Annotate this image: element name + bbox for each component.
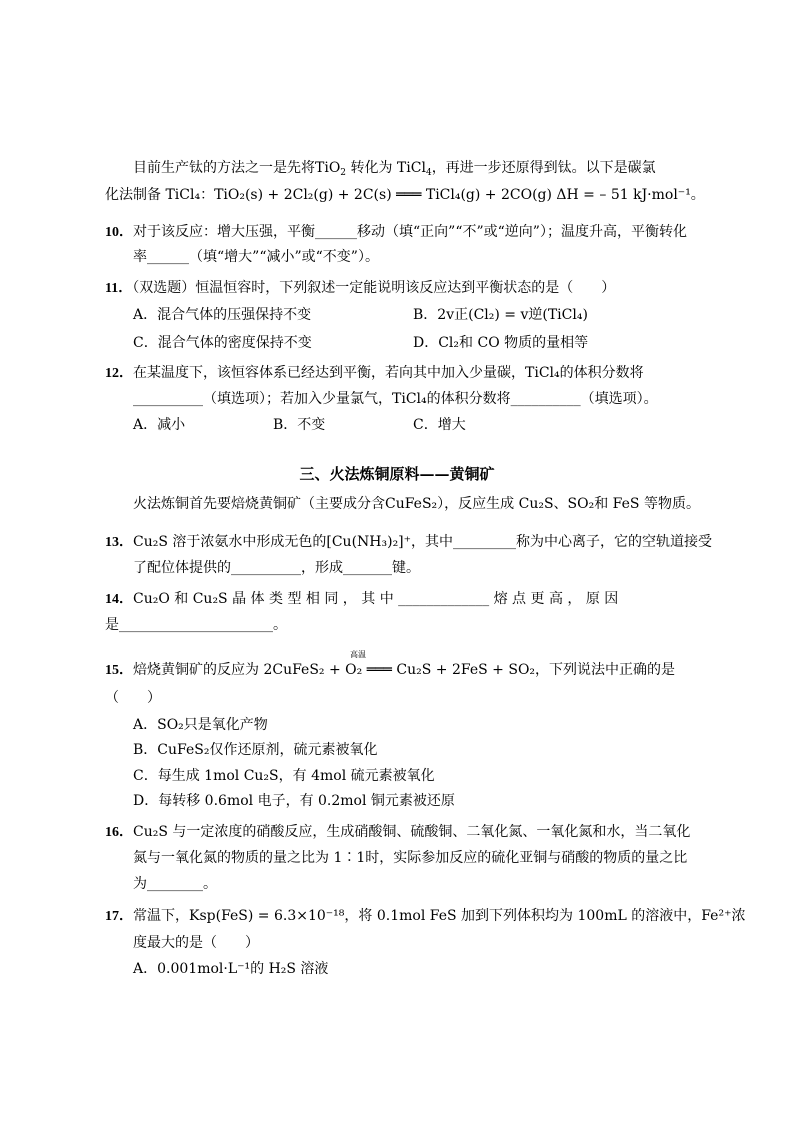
question-number: 16． <box>105 825 133 840</box>
question-16-line-1 <box>105 822 690 843</box>
section-heading: 三、火法炼铜原料——黄铜矿 <box>299 465 495 483</box>
section-intro: 火法炼铜首先要焙烧黄铜矿（主要成分含CuFeS₂），反应生成 Cu₂S、SO₂和 FeS 等物质。 <box>133 496 700 512</box>
question-number: 14． <box>105 592 133 607</box>
intro-line-1: 目前生产钛的方法之一是先将TiO$_2$ 转化为 TiCl$_4$，再进一步还原得到钛。以下是碳氯 <box>133 160 656 178</box>
option-11-c: C．混合气体的密度保持不变 <box>133 335 312 351</box>
question-text: Cu₂S 与一定浓度的硝酸反应，生成硝酸铜、硫酸铜、二氧化氮、一氧化氮和水，当二氧化 <box>133 824 691 840</box>
option-17-a: A．0.001mol·L⁻¹的 H₂S 溶液 <box>133 961 329 977</box>
question-number: 13． <box>105 535 133 550</box>
intro-line-2: 化法制备 TiCl₄：TiO₂(s) + 2Cl₂(g) + 2C(s) ═══ TiCl₄(g) + 2CO(g) ΔH = – 51 kJ·mol⁻¹。 <box>105 187 705 203</box>
question-text: Cu₂S 溶于浓氨水中形成无色的[Cu(NH₃)₂]⁺，其中_________称为中心离子，它的空轨道接受 <box>133 534 713 550</box>
question-16-line-3: 为________。 <box>133 876 217 892</box>
question-12-line-2: __________（填选项）；若加入少量氯气，TiCl₄的体积分数将__________（填选项）。 <box>133 391 658 407</box>
question-number: 17． <box>105 909 133 924</box>
question-text: 焙烧黄铜矿的反应为 2CuFeS₂ + O₂ ═══ Cu₂S + 2FeS + SO₂，下列说法中正确的是 <box>133 662 676 678</box>
question-12-line-1 <box>105 363 644 384</box>
intro-text-c: ，再进一步还原得到钛。以下是碳氯 <box>431 160 656 176</box>
question-14-line-1 <box>105 589 618 610</box>
question-16-line-2: 氮与一氧化氮的物质的量之比为 1∶1时，实际参加反应的硫化亚铜与硝酸的物质的量之比 <box>133 850 688 866</box>
reaction-condition: 高温 <box>350 650 366 659</box>
option-12-a: A．减小 <box>133 417 186 433</box>
question-17-line-2: 度最大的是（ ） <box>133 935 259 951</box>
question-number: 11． <box>105 281 133 296</box>
question-10-line-1 <box>105 222 687 243</box>
question-15-line-1 <box>105 660 675 681</box>
question-17-line-1 <box>105 906 745 927</box>
question-13-line-1 <box>105 532 712 553</box>
option-12-c: C．增大 <box>413 417 466 433</box>
question-number: 10． <box>105 225 133 240</box>
question-text: （双选题）恒温恒容时，下列叙述一定能说明该反应达到平衡状态的是（ ） <box>132 280 616 296</box>
option-11-d: D．Cl₂和 CO 物质的量相等 <box>413 335 589 351</box>
question-10-line-2: 率______（填“增大”“减小”或“不变”）。 <box>133 249 379 265</box>
option-12-b: B．不变 <box>273 417 326 433</box>
question-text: 在某温度下，该恒容体系已经达到平衡，若向其中加入少量碳，TiCl₄的体积分数将 <box>133 365 644 381</box>
question-text: Cu₂O 和 Cu₂S 晶 体 类 型 相 同 ， 其 中 _____________ 熔 点 更 高 ， 原 因 <box>133 591 619 607</box>
question-14-line-2: 是______________________。 <box>105 617 287 633</box>
question-number: 15． <box>105 663 133 678</box>
option-15-c: C．每生成 1mol Cu₂S，有 4mol 硫元素被氧化 <box>133 768 435 784</box>
option-11-b: B．2v正(Cl₂) = v逆(TiCl₄) <box>413 307 588 323</box>
question-text: 常温下，Ksp(FeS) = 6.3×10⁻¹⁸，将 0.1mol FeS 加到下列体积均为 100mL 的溶液中，Fe²⁺浓 <box>133 908 746 924</box>
option-11-a: A．混合气体的压强保持不变 <box>133 307 312 323</box>
option-15-d: D．每转移 0.6mol 电子，有 0.2mol 铜元素被还原 <box>133 793 455 809</box>
option-15-a: A．SO₂只是氧化产物 <box>133 717 268 733</box>
question-11-stem <box>105 278 615 299</box>
question-text: 对于该反应：增大压强，平衡______移动（填“正向”“不”或“逆向”）；温度升高，平衡转化 <box>133 224 687 240</box>
option-15-b: B．CuFeS₂仅作还原剂，硫元素被氧化 <box>133 742 378 758</box>
question-number: 12． <box>105 366 133 381</box>
question-13-line-2: 了配位体提供的__________，形成_______键。 <box>133 560 420 576</box>
intro-text-b: 转化为 TiCl <box>350 160 426 176</box>
question-15-line-2: （ ） <box>105 690 161 706</box>
intro-text-a: 目前生产钛的方法之一是先将TiO <box>133 160 341 176</box>
